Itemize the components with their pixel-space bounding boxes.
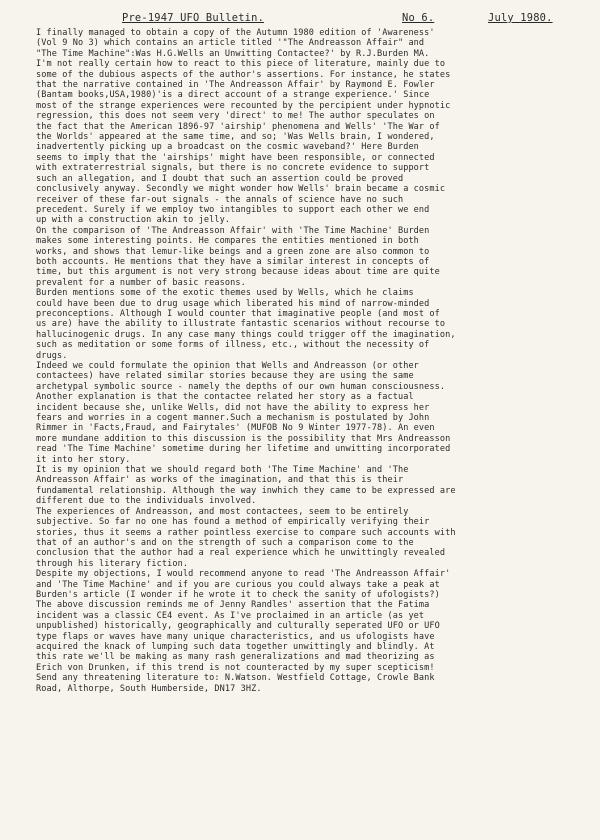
text-line: archetypal symbolic source - namely the depths of our own human consciousness. bbox=[36, 381, 446, 392]
page-header bbox=[36, 12, 594, 28]
text-line: more mundane addition to this discussion is the possibility that Mrs Andreasson bbox=[36, 433, 451, 444]
text-line: acquired the knack of lumping such data together unwittingly and blindly. At bbox=[36, 641, 435, 652]
text-line: "The Time Machine":Was H.G.Wells an Unwitting Contactee?' by R.J.Burden MA. bbox=[36, 48, 430, 59]
text-line: up with a construction akin to jelly. bbox=[36, 215, 231, 226]
text-line: time, but this argument is not very strong because ideas about time are quite bbox=[36, 267, 440, 278]
text-line: preconceptions. Although I would counter that imaginative people (and most of bbox=[36, 308, 440, 319]
issue-number: No 6. bbox=[402, 12, 435, 24]
text-line: this rate we'll be making as many rash generalizations and mad theorizing as bbox=[36, 652, 435, 663]
text-line: Andreasson Affair' as works of the imagination, and that this is their bbox=[36, 475, 404, 486]
text-line: conclusion that the author had a real experience which he unwittingly revealed bbox=[36, 548, 446, 559]
text-line: Road, Althorpe, South Humberside, DN17 3HZ. bbox=[36, 683, 262, 694]
text-line: I'm not really certain how to react to this piece of literature, mainly due to bbox=[36, 59, 446, 70]
text-line: Despite my objections, I would recommend anyone to read 'The Andreasson Affair' bbox=[36, 569, 451, 580]
text-line: Erich von Drunken, if this trend is not counteracted by my super scepticism! bbox=[36, 662, 435, 673]
text-line: (Bantam books,USA,1980)'is a direct account of a strange experience.' Since bbox=[36, 90, 430, 101]
text-line: It is my opinion that we should regard both 'The Time Machine' and 'The bbox=[36, 465, 409, 476]
text-line: fears and worries in a cogent manner.Such a mechanism is postulated by John bbox=[36, 413, 430, 424]
text-line: regression, this does not seem very 'direct' to me! The author speculates on bbox=[36, 111, 435, 122]
text-line: it into her story. bbox=[36, 454, 131, 465]
text-line: such as meditation or some forms of illness, etc., without the necessity of bbox=[36, 340, 430, 351]
text-line: hallucinogenic drugs. In any case many things could trigger off the imagination, bbox=[36, 329, 456, 340]
text-line: both accounts. He mentions that they have a similar interest in concepts of bbox=[36, 256, 430, 267]
text-line: prevalent for a number of basic reasons. bbox=[36, 277, 246, 288]
text-line: precedent. Surely if we employ two intangibles to support each other we end bbox=[36, 204, 430, 215]
text-line: incident because she, unlike Wells, did not have the ability to express her bbox=[36, 402, 430, 413]
text-line: Burden's article (I wonder if he wrote it to check the sanity of ufologists?) bbox=[36, 589, 440, 600]
text-line: some of the dubious aspects of the author's assertions. For instance, he states bbox=[36, 69, 451, 80]
text-line: drugs. bbox=[36, 350, 68, 361]
text-line: type flaps or waves have many unique characteristics, and us ufologists have bbox=[36, 631, 435, 642]
text-line: makes some interesting points. He compares the entities mentioned in both bbox=[36, 236, 419, 247]
text-line: conclusively anyway. Secondly we might wonder how Wells' brain became a cosmic bbox=[36, 184, 446, 195]
bulletin-title: Pre-1947 UFO Bulletin. bbox=[122, 12, 265, 24]
text-line: inadvertently picking up a broadcast on the cosmic waveband?' Here Burden bbox=[36, 142, 419, 153]
text-line: could have been due to drug usage which liberated his mind of narrow-minded bbox=[36, 298, 430, 309]
text-line: Rimmer in 'Facts,Fraud, and Fairytales' (MUFOB No 9 Winter 1977-78). An even bbox=[36, 423, 435, 434]
text-line: that of an author's and on the strength of such a comparison come to the bbox=[36, 537, 414, 548]
issue-date: July 1980. bbox=[488, 12, 553, 24]
text-line: different due to the individuals involved. bbox=[36, 496, 257, 507]
text-line: Indeed we could formulate the opinion that Wells and Andreasson (or other bbox=[36, 361, 419, 371]
text-line: On the comparison of 'The Andreasson Affair' with 'The Time Machine' Burden bbox=[36, 225, 430, 236]
text-line: such an allegation, and I doubt that such an assertion could be proved bbox=[36, 173, 404, 184]
text-line: The above discussion reminds me of Jenny Randles' assertion that the Fatima bbox=[36, 600, 430, 611]
text-line: fundamental relationship. Although the way inwhich they came to be expressed are bbox=[36, 485, 456, 496]
text-line: us are) have the ability to illustrate fantastic scenarios without recourse to bbox=[36, 319, 446, 330]
text-line: read 'The Time Machine' sometime during her lifetime and unwitting incorporated bbox=[36, 444, 451, 455]
text-line: Burden mentions some of the exotic themes used by Wells, which he claims bbox=[36, 288, 414, 299]
text-line: The experiences of Andreasson, and most contactees, seem to be entirely bbox=[36, 506, 409, 517]
text-line: most of the strange experiences were recounted by the percipient under hypnotic bbox=[36, 100, 451, 111]
text-line: I finally managed to obtain a copy of the Autumn 1980 edition of 'Awareness' bbox=[36, 28, 435, 38]
text-line: incident was a classic CE4 event. As I've proclaimed in an article (as yet bbox=[36, 610, 425, 621]
article-body bbox=[36, 28, 594, 694]
text-line: the fact that the American 1896-97 'airship' phenomena and Wells' 'The War of bbox=[36, 121, 440, 132]
text-line: unpublished) historically, geographically and culturally seperated UFO or UFO bbox=[36, 621, 440, 632]
text-line: Send any threatening literature to: N.Watson. Westfield Cottage, Crowle Bank bbox=[36, 673, 435, 684]
text-line: that the narrative contained in 'The Andreasson Affair' by Raymond E. Fowler bbox=[36, 80, 435, 91]
text-line: with extraterrestrial signals, but there is no concrete evidence to support bbox=[36, 163, 430, 174]
text-line: through his literary fiction. bbox=[36, 558, 189, 569]
text-line: subjective. So far no one has found a method of empirically verifying their bbox=[36, 517, 430, 528]
text-line: contactees) have related similar stories because they are using the same bbox=[36, 371, 414, 382]
text-line: seems to imply that the 'airships' might have been responsible, or connected bbox=[36, 152, 435, 163]
text-line: (Vol 9 No 3) which contains an article titled '"The Andreasson Affair" and bbox=[36, 38, 425, 49]
text-line: receiver of these far-out signals - the annals of science have no such bbox=[36, 194, 404, 205]
text-line: and 'The Time Machine' and if you are curious you could always take a peak at bbox=[36, 579, 440, 590]
text-line: the Worlds' appeared at the same time, and so; 'Was Wells brain, I wondered, bbox=[36, 132, 435, 143]
text-line: stories, thus it seems a rather pointless exercise to compare such accounts with bbox=[36, 527, 456, 538]
text-line: Another explanation is that the contactee related her story as a factual bbox=[36, 392, 414, 403]
text-line: works, and shows that lemur-like beings and a green zone are also common to bbox=[36, 246, 430, 257]
